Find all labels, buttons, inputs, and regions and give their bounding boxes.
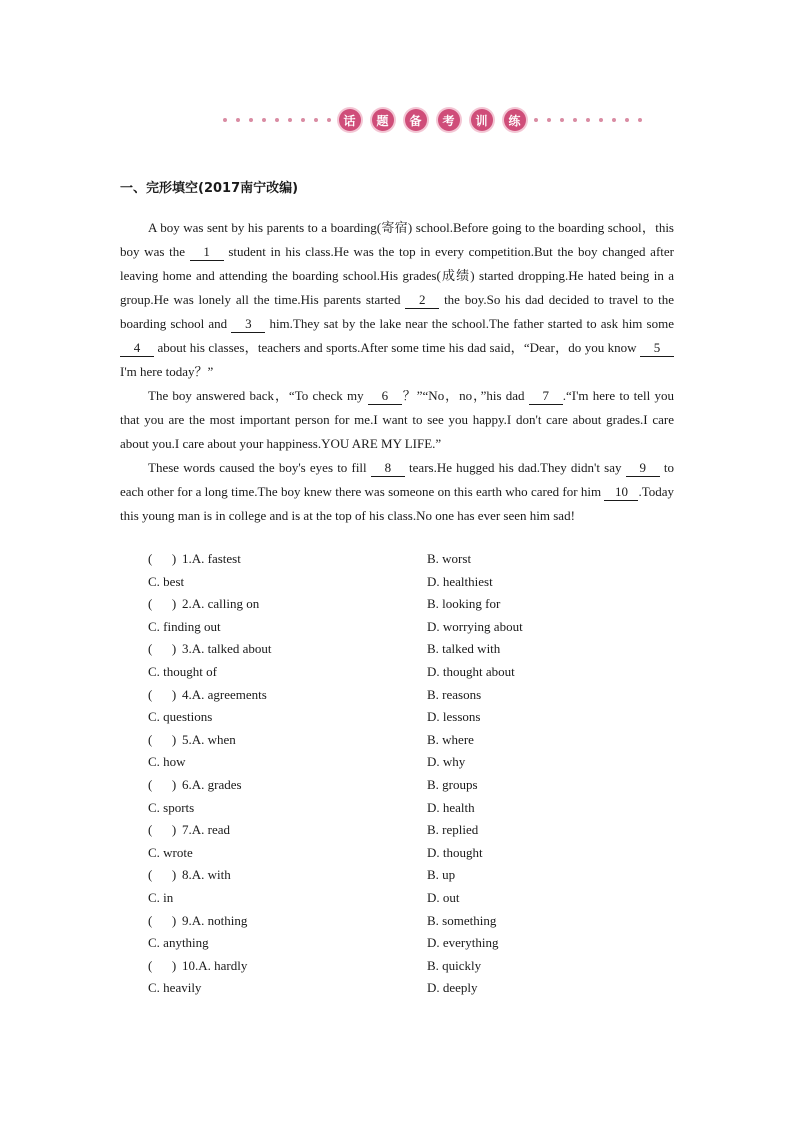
question-row — [148, 684, 688, 707]
question-row — [148, 819, 688, 842]
blank-7: 7 — [529, 388, 563, 405]
question-stem: ( ) 5.A. when — [148, 729, 427, 752]
option-a: A. calling on — [191, 596, 260, 612]
banner-char: 训 — [471, 109, 493, 131]
passage-text: .Today this young man is in college and is at the top of his class.No one has ever seen him sad! — [120, 484, 674, 523]
passage-text: I'm here today？” — [120, 364, 214, 379]
banner-char: 话 — [339, 109, 361, 131]
option-c: C. anything — [148, 935, 209, 951]
question-number: 9 — [182, 912, 189, 928]
question-row — [148, 842, 688, 865]
option-b: B. quickly — [427, 957, 482, 973]
passage-text: to each other for a long time.The boy knew there was someone on this earth who cared for him — [120, 460, 674, 499]
banner-title — [339, 109, 526, 131]
question-stem: ( ) 4.A. agreements — [148, 684, 427, 707]
option-c: C. thought of — [148, 663, 217, 679]
question-stem: ( ) 7.A. read — [148, 819, 427, 842]
option-d: D. lessons — [427, 709, 481, 725]
question-stem: ( ) 8.A. with — [148, 864, 427, 887]
option-a: A. grades — [191, 776, 242, 792]
answer-blank[interactable]: ( ) — [148, 551, 177, 566]
question-stem: ( ) 10.A. hardly — [148, 955, 427, 978]
option-d: D. health — [427, 799, 475, 815]
question-number: 2 — [182, 596, 189, 612]
option-d: D. thought — [427, 844, 483, 860]
banner-char: 题 — [372, 109, 394, 131]
option-c: C. finding out — [148, 618, 221, 634]
passage-text: A boy was sent by his parents to a boarding(寄宿) school.Before going to the boarding school，this boy was the — [120, 220, 674, 259]
option-c: C. in — [148, 889, 174, 905]
blank-4: 4 — [120, 340, 154, 357]
blank-10: 10 — [604, 484, 638, 501]
question-row — [148, 910, 688, 933]
option-b: B. replied — [427, 822, 479, 838]
option-d: D. worrying about — [427, 618, 523, 634]
blank-6: 6 — [368, 388, 402, 405]
question-row — [148, 955, 688, 978]
banner-char: 练 — [504, 109, 526, 131]
option-a: A. when — [191, 731, 236, 747]
passage-text: about his classes，teachers and sports.After some time his dad said，“Dear，do you know — [154, 340, 640, 355]
question-row — [148, 977, 688, 1000]
passage-text: student in his class.He was the top in every competition.But the boy changed after leaving home and attending the boarding school.His grades(成绩) started dropping.He hated being in a group.He was lonely all the time.His parents started — [120, 244, 674, 307]
passage-text: .“I'm here to tell you that you are the most important person for me.I want to see you happy.I don't care about grades.I care about you.I care about your happiness.YOU ARE MY LIFE.” — [120, 388, 675, 451]
answer-blank[interactable]: ( ) — [148, 596, 177, 612]
option-d: D. out — [427, 889, 460, 905]
banner-char: 考 — [438, 109, 460, 131]
blank-1: 1 — [190, 244, 224, 261]
passage-text: him.They sat by the lake near the school.The father started to ask him some — [265, 316, 674, 331]
question-row — [148, 797, 688, 820]
answer-blank[interactable]: ( ) — [148, 641, 177, 657]
option-d: D. thought about — [427, 663, 515, 679]
question-row — [148, 887, 688, 910]
option-c: C. best — [148, 573, 185, 589]
option-b: B. looking for — [427, 596, 501, 612]
option-b: B. reasons — [427, 686, 482, 702]
question-number: 7 — [182, 822, 189, 838]
question-row — [148, 548, 688, 571]
answer-blank[interactable]: ( ) — [148, 686, 177, 702]
question-number: 6 — [182, 776, 189, 792]
option-b: B. groups — [427, 776, 478, 792]
option-a: A. fastest — [191, 551, 241, 566]
question-row — [148, 729, 688, 752]
answer-blank[interactable]: ( ) — [148, 867, 177, 883]
question-row — [148, 751, 688, 774]
option-a: A. with — [191, 867, 231, 883]
option-b: B. up — [427, 867, 456, 883]
blank-3: 3 — [231, 316, 265, 333]
option-b: B. talked with — [427, 641, 501, 657]
option-a: A. talked about — [191, 641, 272, 657]
question-stem: ( ) 1.A. fastest — [148, 548, 427, 571]
question-number: 4 — [182, 686, 189, 702]
option-c: C. how — [148, 754, 186, 770]
banner-dots-right — [534, 118, 642, 122]
question-number: 8 — [182, 867, 189, 883]
passage-text: The boy answered back，“To check my — [148, 388, 368, 403]
paragraph-1 — [120, 216, 674, 384]
question-row — [148, 638, 688, 661]
question-number: 10 — [182, 957, 195, 973]
blank-5: 5 — [640, 340, 674, 357]
answer-blank[interactable]: ( ) — [148, 957, 177, 973]
paragraph-2 — [120, 384, 674, 456]
blank-8: 8 — [371, 460, 405, 477]
blank-9: 9 — [626, 460, 660, 477]
question-row — [148, 706, 688, 729]
option-c: C. heavily — [148, 980, 202, 996]
question-row — [148, 864, 688, 887]
option-d: D. deeply — [427, 980, 478, 996]
blank-2: 2 — [405, 292, 439, 309]
answer-blank[interactable]: ( ) — [148, 776, 177, 792]
question-stem: ( ) 6.A. grades — [148, 774, 427, 797]
banner-char: 备 — [405, 109, 427, 131]
question-number: 1 — [182, 551, 189, 566]
option-a: A. read — [191, 822, 231, 838]
passage-text: These words caused the boy's eyes to fill — [148, 460, 371, 475]
question-number: 3 — [182, 641, 189, 657]
passage-text: ？”“No，no，”his dad — [401, 388, 529, 403]
option-d: D. everything — [427, 935, 499, 951]
section-banner — [216, 100, 648, 140]
answer-options — [148, 548, 688, 1000]
answer-blank[interactable]: ( ) — [148, 731, 177, 747]
question-row — [148, 593, 688, 616]
option-d: D. healthiest — [427, 573, 493, 589]
option-c: C. sports — [148, 799, 195, 815]
option-b: B. worst — [427, 551, 472, 566]
question-stem: ( ) 3.A. talked about — [148, 638, 427, 661]
option-c: C. questions — [148, 709, 213, 725]
option-d: D. why — [427, 754, 466, 770]
answer-blank[interactable]: ( ) — [148, 822, 177, 838]
option-a: A. nothing — [191, 912, 248, 928]
banner-dots-left — [223, 118, 331, 122]
option-c: C. wrote — [148, 844, 193, 860]
option-a: A. hardly — [198, 957, 248, 973]
passage-text: tears.He hugged his dad.They didn't say — [404, 460, 626, 475]
question-row — [148, 774, 688, 797]
cloze-passage — [120, 216, 674, 528]
option-b: B. something — [427, 912, 497, 928]
paragraph-3 — [120, 456, 674, 528]
question-stem: ( ) 9.A. nothing — [148, 910, 427, 933]
question-row — [148, 616, 688, 639]
question-row — [148, 661, 688, 684]
passage-text: the boy.So his dad decided to travel to the boarding school and — [120, 292, 674, 331]
question-number: 5 — [182, 731, 189, 747]
section-title: 一、完形填空(2017南宁改编) — [120, 181, 299, 196]
option-b: B. where — [427, 731, 474, 747]
answer-blank[interactable]: ( ) — [148, 912, 177, 928]
question-row — [148, 571, 688, 594]
question-stem: ( ) 2.A. calling on — [148, 593, 427, 616]
question-row — [148, 932, 688, 955]
option-a: A. agreements — [191, 686, 267, 702]
